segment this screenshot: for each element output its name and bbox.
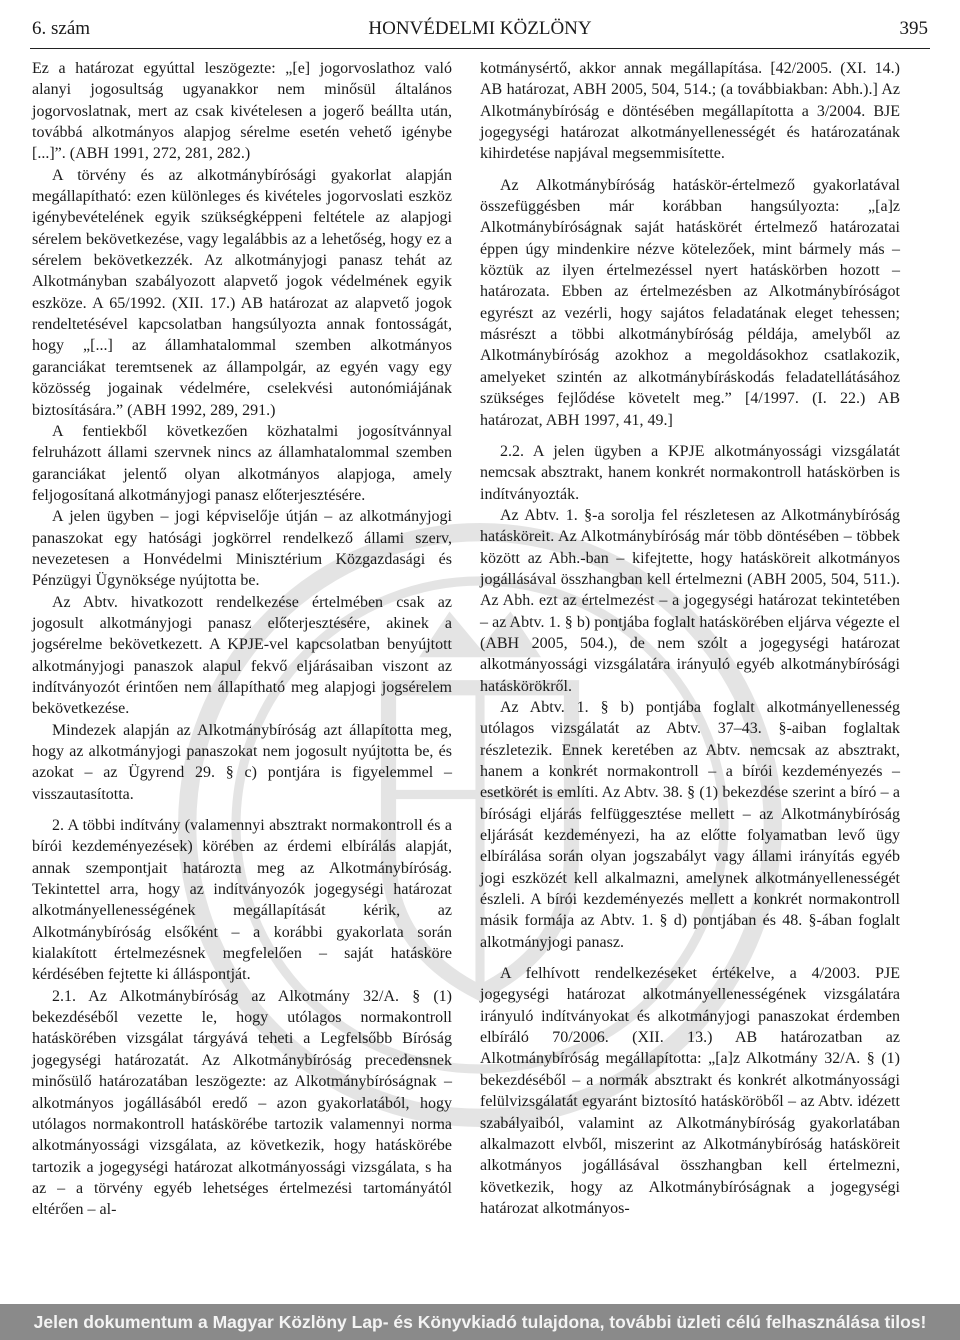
ownership-notice-banner: Jelen dokumentum a Magyar Közlöny Lap- és Könyvkiadó tulajdona, további üzleti célú felhasználása tilos! bbox=[0, 1304, 960, 1340]
page-header bbox=[30, 14, 930, 49]
paragraph: Ez a határozat egyúttal leszögezte: „[e] jogorvoslathoz való alanyi jogosultság ugyanakkor nem minősül általános jogorvoslatnak, mert az csak kivételesen a jogerő beállta után, továbbá alkotmányos alapjog sérelme esetén vehető igénybe [...]”. (ABH 1991, 272, 281, 282.) bbox=[32, 60, 452, 163]
paragraph: 2.2. A jelen ügyben a KPJE alkotmányossági vizsgálatát nemcsak absztrakt, hanem konkrét normakontroll hatáskörben is indítványozták. bbox=[480, 442, 900, 503]
paragraph: Az Abtv. 1. § b) pontjába foglalt alkotmányellenesség utólagos vizsgálatát az Abtv. 37–43. §-aiban foglaltak részletezik. Ennek keretében az Abtv. nemcsak az absztrakt, hanem a konkrét normakontroll – a bírói kezdeményezés – esetkörét is említi. Az Abtv. 38. § (1) bekezdése szerint a bíró – a bírósági eljárás felfüggesztése mellett – az Alkotmánybíróság eljárását kezdeményezi, ha az előtte folyamatban levő ügy elbírálása során olyan jogszabályt vagy állami irányítás egyéb jogi eszközét kell alkalmazni, amelynek alkotmányellenességét észleli. A bírói kezdeményezés mellett a konkrét normakontroll másik formája az Abtv. 1. § d) pontjában és 48. §-ában foglalt alkotmányjogi panasz. bbox=[480, 698, 900, 951]
paragraph: A fentiekből következően közhatalmi jogosítvánnyal felruházott állami szervnek nincs az államhatalommal szemben garanciákat jelentő olyan alkotmányos alapjoga, amely feljogosítaná alkotmányjogi panasz előterjesztésére. bbox=[32, 422, 452, 504]
paragraph: 2.1. Az Alkotmánybíróság az Alkotmány 32/A. § (1) bekezdéséből vezette le, hogy utólagos normakontroll hatáskörében vizsgálat tárgyává teheti a Legfelsőbb Bíróság jogegységi határozatát. Az Alkotmánybíróság precedensnek minősülő határozatában leszögezte: az Alkotmánybíróságnak – alkotmányos jogállásából eredő – azon gyakorlatából, hogy utólagos normakontroll hatáskörébe tartozik valamennyi norma alkotmányossági vizsgálata, az következik, hogy hatáskörébe tartozik a jogegységi határozat alkotmányossági vizsgálata, s ha az – a törvény egyéb lehetséges értelmezési tartományától eltérően – al- bbox=[32, 987, 452, 1219]
paragraph: Az Abtv. hivatkozott rendelkezése értelmében csak az jogosult alkotmányjogi panasz előterjesztésére, akinek a jogsérelme bekövetkezett. A KPJE-vel kapcsolatban benyújtott alkotmányjogi panaszok alapul fekvő eljárásaiban viszont az indítványozót érintően nem állapítható meg alapjogi jogsérelem bekövetkezése. bbox=[32, 593, 452, 718]
paragraph: Az Abtv. 1. §-a sorolja fel részletesen az Alkotmánybíróság hatásköreit. Az Alkotmánybíróság már több döntésében – többek között az Abh.-ban – kifejtette, hogy hatásköreit alkotmányos jogállásával összhangban kell értelmezni (ABH 2005, 504, 511.). Az Abh. ezt az értelmezést – a jogegységi határozat tekintetében – az Abtv. 1. § b) pontjába foglalt hatáskörében eljárva végezte el (ABH 2005, 504.), de nem szólt a jogegységi határozat alkotmányossági vizsgálatára irányuló egyéb alkotmánybírósági hatáskörökről. bbox=[480, 506, 900, 695]
journal-title: HONVÉDELMI KÖZLÖNY bbox=[368, 18, 592, 39]
paragraph: A felhívott rendelkezéseket értékelve, a 4/2003. PJE jogegységi határozat alkotmányellenességének vizsgálatára irányuló indítványokat és alkotmányjogi panaszokat érdemben elbíráló 70/2006. (XII. 13.) AB határozatban az Alkotmánybíróság megállapította: „[a]z Alkotmány 32/A. § (1) bekezdéséből – a normák absztrakt és konkrét alkotmányossági felülvizsgálatát egyaránt biztosító hatásköröből – az Abtv. idézett szabályaiból, valamint az Alkotmánybíróság gyakorlatában alkalmazott elvből, miszerint az Alkotmánybíróság hatásköreit alkotmányos jogállásával összhangban kell értelmezni, következik, hogy az Alkotmánybíróságnak a jogegységi határozat alkotmányos- bbox=[480, 965, 900, 1217]
right-column bbox=[480, 58, 900, 1219]
paragraph: A jelen ügyben – jogi képviselője útján – az alkotmányjogi panaszokat egy hatósági jogkörrel rendelkező állami szerv, nevezetesen a Honvédelmi Minisztérium Közgazdasági és Pénzügyi Ügynöksége nyújtotta be. bbox=[32, 508, 452, 590]
paragraph: Az Alkotmánybíróság hatáskör-értelmező gyakorlatával összefüggésben már korábban hangsúlyozta: „[a]z Alkotmánybíróságnak saját hatáskörét értelmező határozatai éppen úgy mindenkire nézve kötelezőek, mint bármely más – köztük az ilyen értelmezéssel nyert hatáskörben hozott – határozata. Ebben az értelmezésben az Alkotmánybíróságot egyrészt az vezérli, hogy sajátos feladatának eleget tehessen; másrészt a többi alkotmánybíróság példája, amelyből az Alkotmánybíróság azokhoz a megoldásokhoz csatlakozik, amelyeket szintén az alkotmánybíráskodás feladatellátásához szükséges fejlődése követelt meg.” [4/1997. (I. 22.) AB határozat, ABH 1997, 41, 49.] bbox=[480, 176, 900, 429]
paragraph: Mindezek alapján az Alkotmánybíróság azt állapította meg, hogy az alkotmányjogi panaszokat nem jogosult nyújtotta be, és azokat – az Ügyrend 29. § c) pontjára is figyelemmel – visszautasította. bbox=[32, 721, 452, 803]
issue-number: 6. szám bbox=[32, 18, 91, 39]
left-column bbox=[32, 58, 452, 1221]
paragraph: kotmánysértő, akkor annak megállapítása. [42/2005. (XI. 14.) AB határozat, ABH 2005, 504, 514.; (a továbbiakban: Abh.).] Az Alkotmánybíróság e döntésében megállapította a 3/2004. BJE jogegységi határozat alkotmányellenességét és határozatának kihirdetése napjával megsemmisítette. bbox=[480, 60, 900, 163]
paragraph: A törvény és az alkotmánybírósági gyakorlat alapján megállapítható: ezen különleges és kivételes jogorvoslati eszköz igénybevételének egyik szükségképpeni feltétele az alapjogi sérelem bekövetkezése, vagy legalábbis az a lehetőség, hogy ez a sérelem bekövetkezzék. Az alkotmányjogi panasz tehát az Alkotmányban szabályozott alapvető jogok védelmének egyik eszköze. A 65/1992. (XII. 17.) AB határozat az alapvető jogok rendeltetésével kapcsolatban hangsúlyozta annak fontosságát, hogy „[...] az államhatalommal szemben alkotmányos garanciákat teremtsenek az állampolgár, az egyén vagy egy közösség jogainak védelmére, cselekvési autonómiájának biztosítására.” (ABH 1992, 289, 291.) bbox=[32, 166, 452, 419]
paragraph: 2. A többi indítvány (valamennyi absztrakt normakontroll és a bírói kezdeményezések) körében az érdemi elbírálás alapját, annak szempontjait határozta meg az Alkotmánybíróság. Tekintettel arra, hogy az indítványozók jogegységi határozat alkotmányellenességének megállapítását kérik, az Alkotmánybíróság elsőként – a korábbi gyakorlata során kialakított értelmezésnek megfelelően – saját hatásköre kérdésében fejtette ki álláspontját. bbox=[32, 817, 452, 984]
page-number: 395 bbox=[899, 18, 928, 39]
